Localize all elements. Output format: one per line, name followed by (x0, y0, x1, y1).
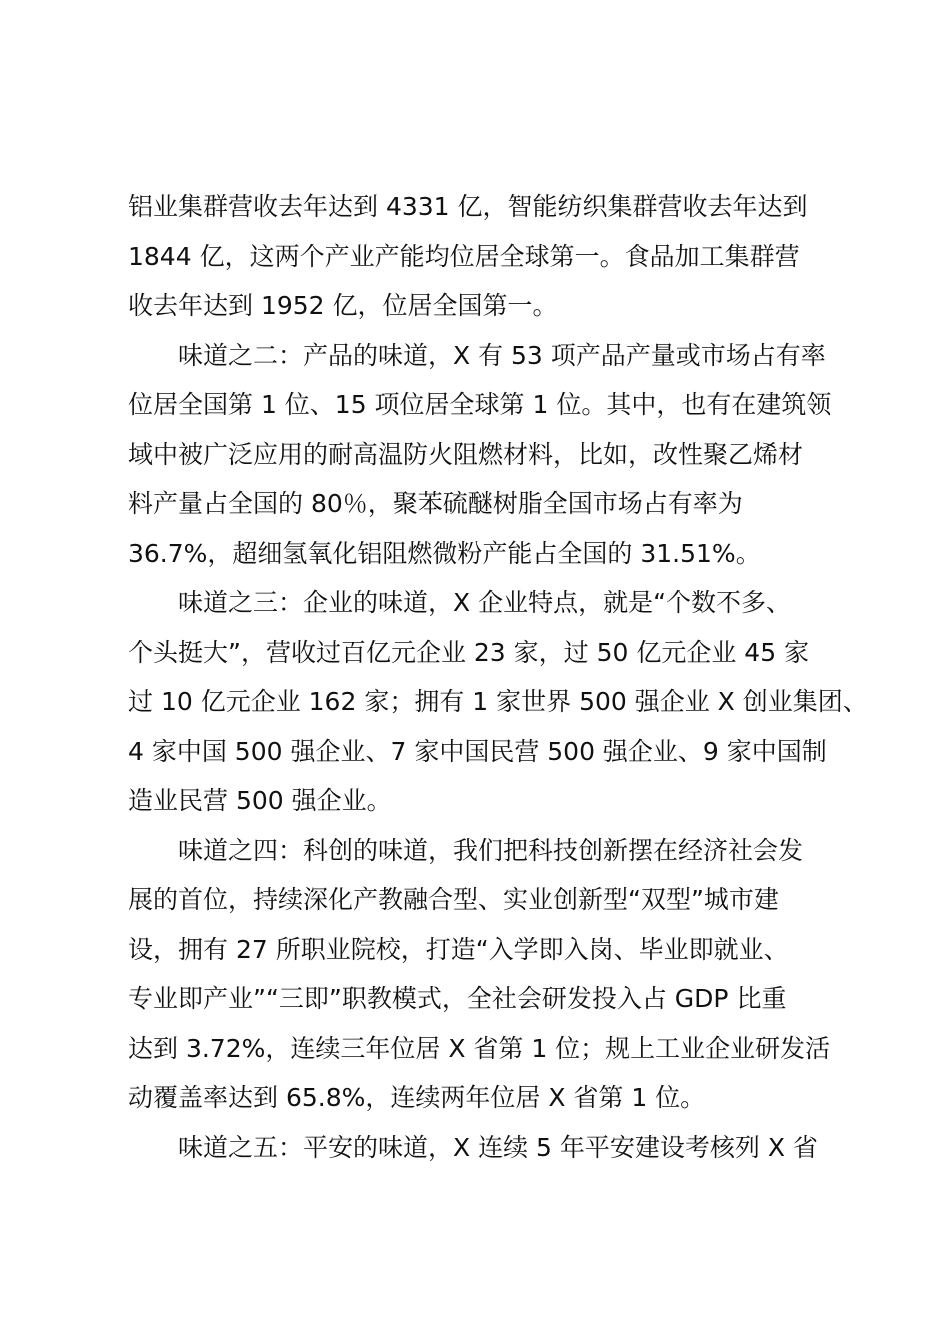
text-line: 专业即产业”“三即”职教模式，全社会研发投入占 GDP 比重 (128, 984, 787, 1013)
text-line: 料产量占全国的 80％，聚苯硫醚树脂全国市场占有率为 (128, 489, 743, 518)
paragraph-start-line: 味道之三：企业的味道，X 企业特点，就是“个数不多、 (178, 588, 792, 617)
text-line: 1844 亿，这两个产业产能均位居全球第一。食品加工集群营 (128, 241, 800, 271)
text-line: 位居全国第 1 位、15 项位居全球第 1 位。其中，也有在建筑领 (128, 390, 832, 419)
text-line: 动覆盖率达到 65.8%，连续两年位居 X 省第 1 位。 (128, 1083, 706, 1112)
paragraph-start-line: 味道之五：平安的味道，X 连续 5 年平安建设考核列 X 省 (178, 1132, 818, 1162)
text-line: 域中被广泛应用的耐高温防火阻燃材料，比如，改性聚乙烯材 (128, 439, 804, 469)
text-line: 过 10 亿元企业 162 家；拥有 1 家世界 500 强企业 X 创业集团、 (128, 687, 868, 716)
text-line: 达到 3.72%，连续三年位居 X 省第 1 位；规上工业企业研发活 (128, 1033, 831, 1063)
text-line: 4 家中国 500 强企业、7 家中国民营 500 强企业、9 家中国制 (128, 736, 827, 766)
paragraph-start-line: 味道之四：科创的味道，我们把科技创新摆在经济社会发 (178, 835, 804, 865)
text-line: 收去年达到 1952 亿，位居全国第一。 (128, 291, 558, 320)
text-line: 展的首位，持续深化产教融合型、实业创新型“双型”城市建 (128, 885, 779, 914)
text-line: 个头挺大”，营收过百亿元企业 23 家，过 50 亿元企业 45 家 (128, 637, 810, 667)
body-text (128, 182, 868, 1172)
text-line: 铝业集群营收去年达到 4331 亿，智能纺织集群营收去年达到 (128, 192, 808, 221)
paragraph-start-line: 味道之二：产品的味道，X 有 53 项产品产量或市场占有率 (178, 340, 826, 370)
text-line: 设，拥有 27 所职业院校，打造“入学即入岗、毕业即就业、 (128, 934, 789, 964)
text-line: 36.7%，超细氢氧化铝阻燃微粉产能占全国的 31.51%。 (128, 538, 761, 568)
text-line: 造业民营 500 强企业。 (128, 786, 392, 815)
